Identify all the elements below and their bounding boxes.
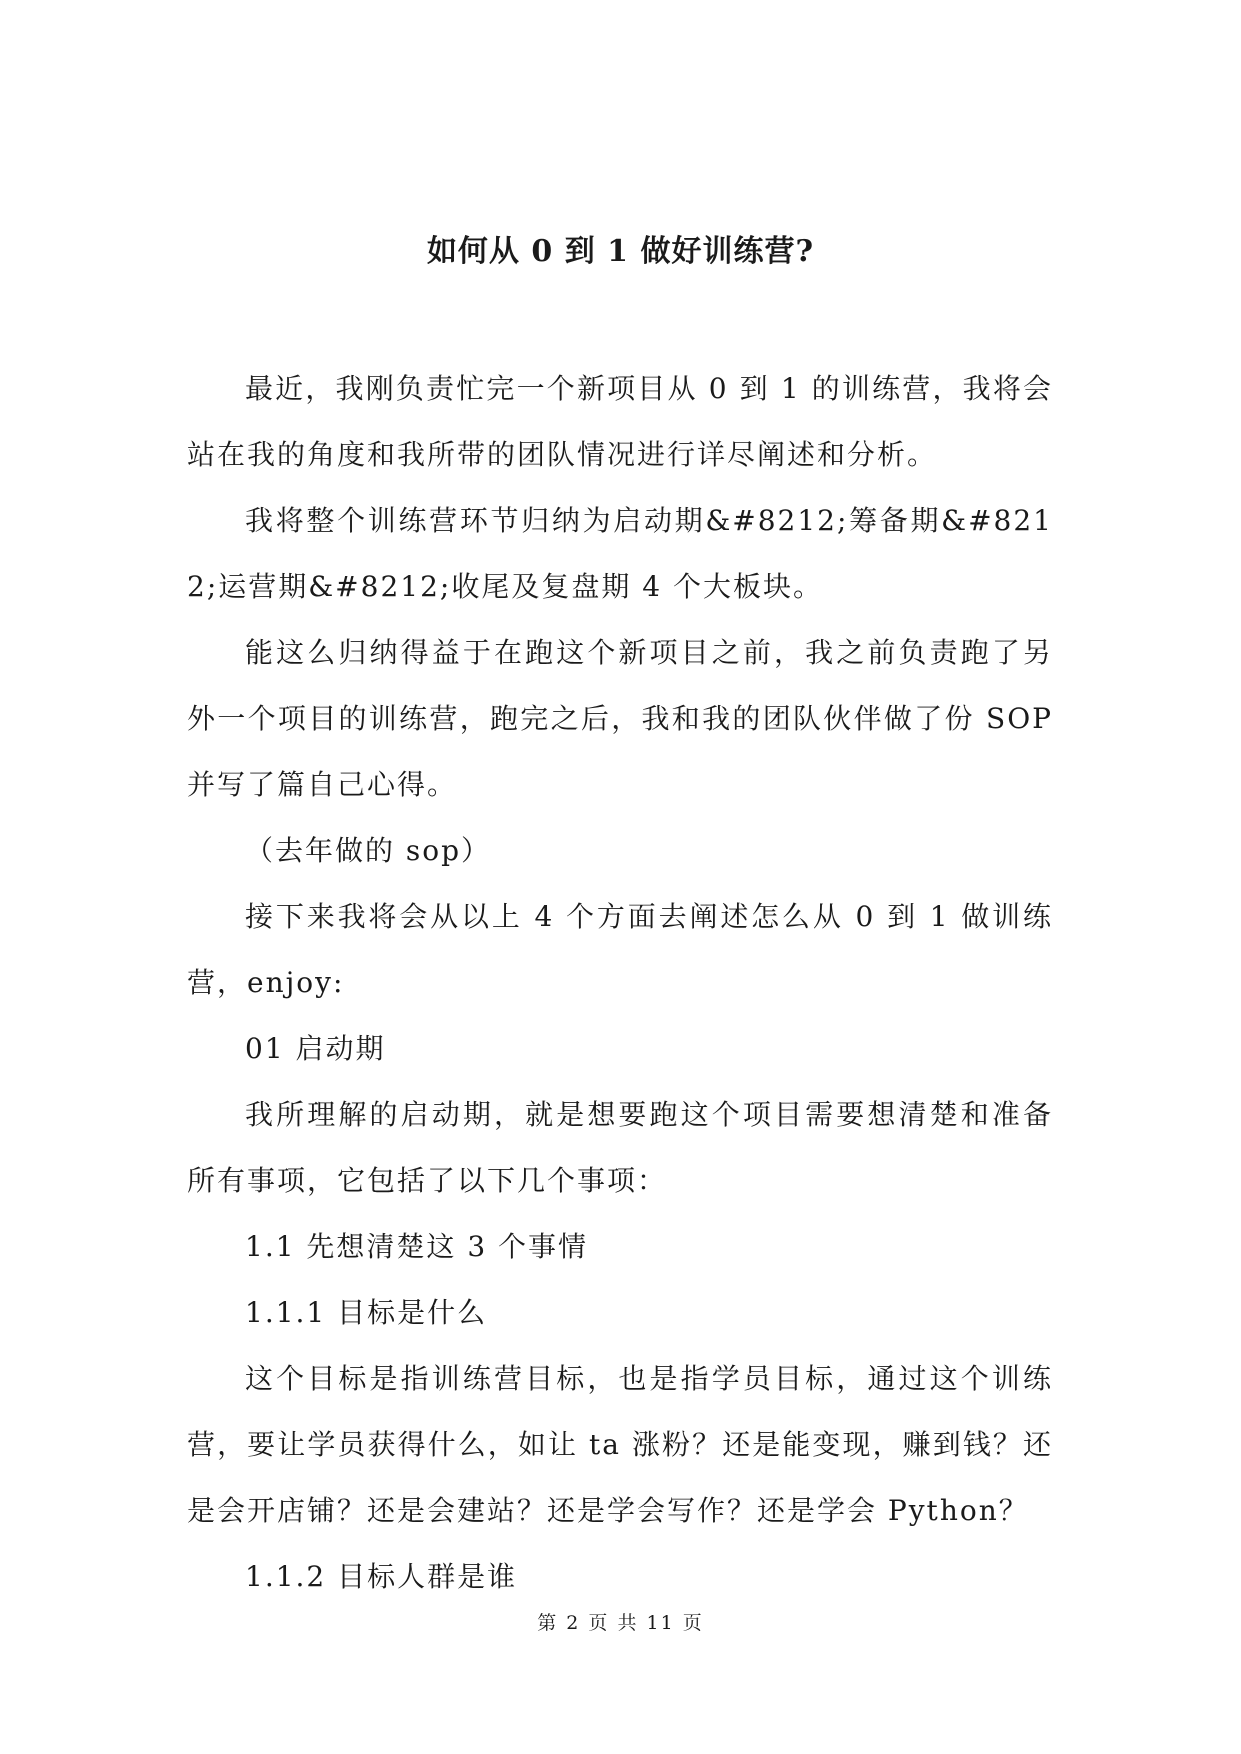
subsection-heading: 1.1 先想清楚这 3 个事情: [245, 1230, 589, 1263]
paragraph: 接下来我将会从以上 4 个方面去阐述怎么从 0 到 1 做训练营，enjoy:: [187, 900, 1053, 999]
section-heading: 01 启动期: [245, 1032, 386, 1065]
paragraph: 这个目标是指训练营目标，也是指学员目标，通过这个训练营，要让学员获得什么，如让 ta 涨粉？还是能变现，赚到钱？还是会开店铺？还是会建站？还是学会写作？还是学会 Python？: [187, 1362, 1053, 1527]
paragraph: 我将整个训练营环节归纳为启动期&#8212;筹备期&#8212;运营期&#8212;收尾及复盘期 4 个大板块。: [187, 504, 1053, 603]
paragraph: 最近，我刚负责忙完一个新项目从 0 到 1 的训练营，我将会站在我的角度和我所带的团队情况进行详尽阐述和分析。: [187, 372, 1053, 471]
document-title: 如何从 0 到 1 做好训练营?: [426, 234, 815, 269]
paragraph: 能这么归纳得益于在跑这个新项目之前，我之前负责跑了另外一个项目的训练营，跑完之后，我和我的团队伙伴做了份 SOP 并写了篇自己心得。: [187, 636, 1053, 801]
page-footer: 第 2 页 共 11 页: [537, 1612, 704, 1634]
subsection-heading: 1.1.2 目标人群是谁: [245, 1560, 518, 1593]
paragraph: 我所理解的启动期，就是想要跑这个项目需要想清楚和准备所有事项，它包括了以下几个事项：: [187, 1098, 1053, 1197]
subsection-heading: 1.1.1 目标是什么: [245, 1296, 488, 1329]
paragraph: （去年做的 sop）: [245, 834, 492, 867]
document-body: [187, 356, 1053, 1610]
